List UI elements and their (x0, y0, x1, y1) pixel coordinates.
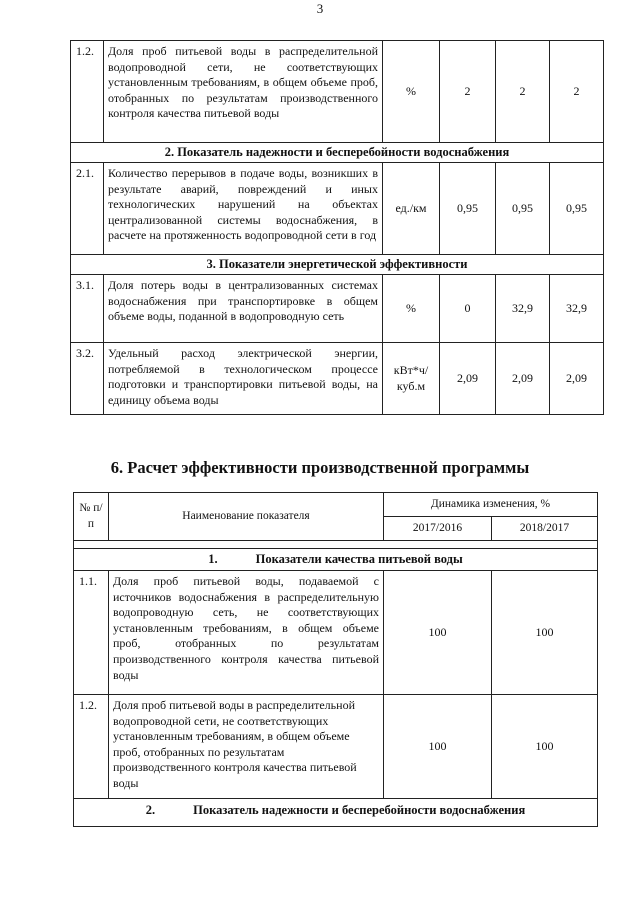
header-name: Наименование показателя (109, 493, 384, 541)
table-row (71, 275, 604, 343)
row-value-3: 2 (550, 41, 604, 143)
section-title-text: Показатель надежности и бесперебойности водоснабжения (193, 803, 526, 817)
section-title: 2. Показатель надежности и бесперебойности водоснабжения (71, 143, 604, 163)
header-col-2017-2016: 2017/2016 (384, 517, 492, 541)
row-number: 1.2. (71, 41, 104, 143)
row-value-1: 0 (440, 275, 496, 343)
header-dynamics: Динамика изменения, % (384, 493, 598, 517)
header-num: № п/п (74, 493, 109, 541)
row-description: Доля проб питьевой воды в распределительной водопроводной сети, не соответствующих установленным требованиям, в общем объеме проб, отобранных по результатам производственного контроля качества питьевой воды (104, 41, 383, 143)
row-description: Доля проб питьевой воды в распределительной водопроводной сети, не соответствующих установленным требованиям, в общем объеме проб, отобранных по результатам производственного контроля качества питьевой воды (109, 695, 384, 799)
table-row (71, 343, 604, 415)
row-unit: % (383, 41, 440, 143)
row-value-2017-2016: 100 (384, 695, 492, 799)
row-value-1: 0,95 (440, 163, 496, 255)
row-unit: кВт*ч/ куб.м (383, 343, 440, 415)
row-value-2: 2,09 (496, 343, 550, 415)
section-row (71, 143, 604, 163)
row-value-2017-2016: 100 (384, 571, 492, 695)
section-row (74, 799, 598, 827)
section-6-heading: 6. Расчет эффективности производственной программы (110, 458, 530, 477)
row-unit: ед./км (383, 163, 440, 255)
row-number: 1.2. (74, 695, 109, 799)
section-number: 2. (145, 803, 156, 817)
table-row (74, 571, 598, 695)
indicators-table-continued (70, 40, 604, 415)
header-col-2018-2017: 2018/2017 (492, 517, 598, 541)
efficiency-table (73, 492, 598, 827)
row-number: 1.1. (74, 571, 109, 695)
table-row (71, 41, 604, 143)
row-value-1: 2 (440, 41, 496, 143)
section-title (74, 549, 598, 571)
row-unit: % (383, 275, 440, 343)
row-description: Удельный расход электрической энергии, потребляемой в технологическом процессе подготовки и транспортировки питьевой воды, на единицу объема воды (104, 343, 383, 415)
row-value-1: 2,09 (440, 343, 496, 415)
table-row (71, 163, 604, 255)
row-value-2: 32,9 (496, 275, 550, 343)
row-description: Количество перерывов в подаче воды, возникших в результате аварий, повреждений и иных технологических нарушений на объектах централизованной системы водоснабжения, в расчете на протяженность водопроводной сети в год (104, 163, 383, 255)
row-value-3: 2,09 (550, 343, 604, 415)
row-value-3: 0,95 (550, 163, 604, 255)
row-value-2: 0,95 (496, 163, 550, 255)
row-number: 3.2. (71, 343, 104, 415)
spacer-row (74, 541, 598, 549)
row-value-2018-2017: 100 (492, 571, 598, 695)
section-title: 3. Показатели энергетической эффективности (71, 255, 604, 275)
header-row (74, 493, 598, 517)
row-value-3: 32,9 (550, 275, 604, 343)
indicators-table-body (71, 41, 604, 415)
row-number: 2.1. (71, 163, 104, 255)
row-value-2018-2017: 100 (492, 695, 598, 799)
section-row (74, 549, 598, 571)
section-title-text: Показатели качества питьевой воды (255, 551, 463, 566)
row-description: Доля потерь воды в централизованных системах водоснабжения при транспортировке в общем объеме воды, поданной в водопроводную сеть (104, 275, 383, 343)
page-number: 3 (316, 1, 324, 16)
section-row (71, 255, 604, 275)
row-description: Доля проб питьевой воды, подаваемой с источников водоснабжения в распределительную водопроводную сеть, не соответствующих установленным требованиям, в общем объеме проб, отобранных по результатам производственного контроля качества питьевой воды (109, 571, 384, 695)
section-title (74, 799, 598, 827)
table-row (74, 695, 598, 799)
section-number: 1. (208, 551, 218, 566)
row-number: 3.1. (71, 275, 104, 343)
row-value-2: 2 (496, 41, 550, 143)
